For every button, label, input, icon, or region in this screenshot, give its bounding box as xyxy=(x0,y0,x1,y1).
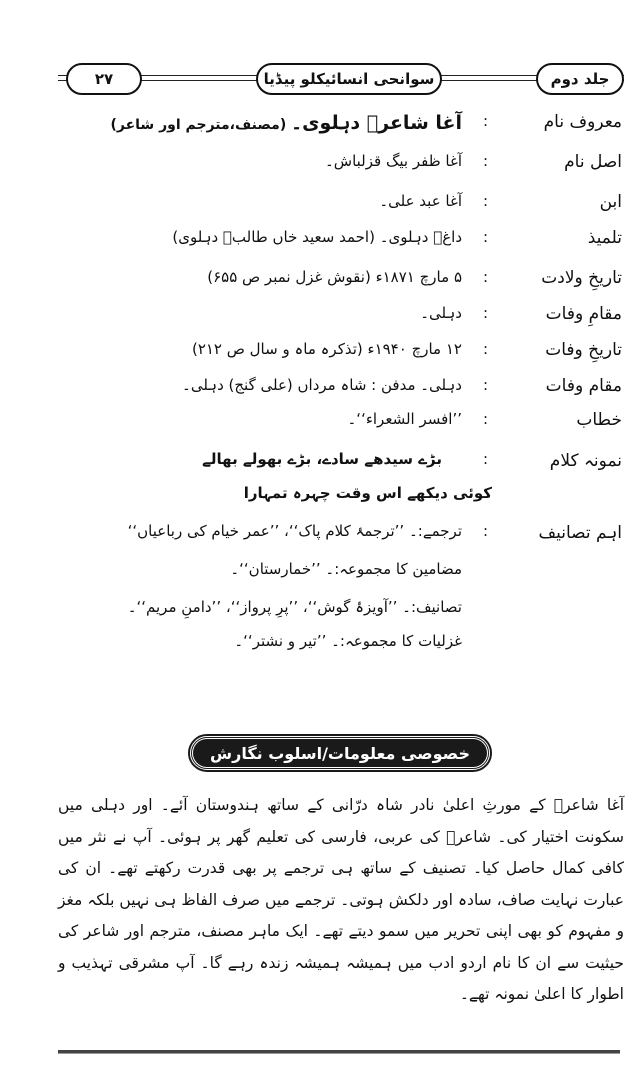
verse-line: بڑے سیدھے سادے، بڑے بھولے بھالے xyxy=(202,450,442,468)
book-title: سوانحی انسائیکلو پیڈیا xyxy=(256,63,442,95)
entry-label: نمونہ کلام xyxy=(549,451,622,471)
entry-colon: : xyxy=(482,410,488,428)
entry-colon: : xyxy=(482,152,488,170)
entry-value: دہلی۔ مدفن : شاہ مرداں (علی گنج) دہلی۔ xyxy=(182,376,462,394)
entry-label: خطاب xyxy=(576,410,622,430)
entry-label: اہم تصانیف xyxy=(538,523,622,543)
entry-colon: : xyxy=(482,340,488,358)
entry-value: ۵ مارچ ۱۸۷۱ء (نقوش غزل نمبر ص ۶۵۵) xyxy=(207,268,462,286)
entry-colon: : xyxy=(482,450,488,468)
entry-label: مقامِ وفات xyxy=(545,304,622,324)
verse-line: کوئی دیکھے اس وقت چہرہ تمہارا xyxy=(243,484,492,502)
works-line: ترجمے:۔ ’’ترجمۂ کلام پاک‘‘، ’’عمر خیام کی رباعیاں‘‘ xyxy=(127,522,462,540)
entry-label: تلمیذ xyxy=(587,228,622,248)
poet-roles: (مصنف،مترجم اور شاعر) xyxy=(110,117,287,133)
footer-rule xyxy=(58,1050,620,1054)
poet-name: آغا شاعرؔ دہلوی۔ xyxy=(291,112,462,134)
works-line: غزلیات کا مجموعہ:۔ ’’تیر و نشتر‘‘۔ xyxy=(234,632,462,650)
page-header xyxy=(58,58,624,108)
entry-value: آغا عبد علی۔ xyxy=(379,192,462,210)
entry-value xyxy=(62,112,462,134)
entry-colon: : xyxy=(482,112,488,130)
entry-colon: : xyxy=(482,376,488,394)
entry-label: تاریخِ ولادت xyxy=(541,268,622,288)
section-paragraph: آغا شاعرؔ کے مورثِ اعلیٰ نادر شاہ درّانی کے ساتھ ہندوستان آئے۔ اور دہلی میں سکونت اختیار کی۔ شاعرؔ کی عربی، فارسی کی تعلیم گھر پر ہوئی۔ آپ نے نثر میں کافی کمال حاصل کیا۔ تصنیف کے ساتھ ہی ترجمے پر بھی قدرت رکھتے تھے۔ ان کی عبارت نہایت صاف، سادہ اور دلکش ہوتی۔ ترجمے میں صرف الفاظ ہی نہیں بلکہ مغز و مفہوم کو بھی اپنی تحریر میں سمو دیتے تھے۔ ایک ماہر مصنف، مترجم اور شاعر کی حیثیت سے ان کا نام اردو ادب میں ہمیشہ ہمیشہ زندہ رہے گا۔ آپ مشرقی تہذیب و اطوار کا اعلیٰ نمونہ تھے۔ xyxy=(58,796,624,1003)
works-line: تصانیف:۔ ’’آویزۂ گوش‘‘، ’’پرِ پرواز‘‘، ’’دامنِ مریم‘‘۔ xyxy=(127,598,462,616)
entry-value: آغا ظفر بیگ قزلباش۔ xyxy=(324,152,462,170)
page-number: ۲۷ xyxy=(66,63,142,95)
entry-label: تاریخِ وفات xyxy=(545,340,622,360)
works-line: مضامین کا مجموعہ:۔ ’’خمارستان‘‘۔ xyxy=(230,560,462,578)
entry-label: ابن xyxy=(599,192,622,212)
entry-value: ’’افسر الشعراء‘‘۔ xyxy=(347,410,462,428)
entry-colon: : xyxy=(482,192,488,210)
entry-value: ۱۲ مارچ ۱۹۴۰ء (تذکرہ ماہ و سال ص ۲۱۲) xyxy=(191,340,462,358)
entry-label: مقام وفات xyxy=(545,376,622,396)
entry-colon: : xyxy=(482,522,488,540)
section-banner: خصوصی معلومات/اسلوب نگارش xyxy=(190,736,490,770)
entry-label: اصل نام xyxy=(564,152,622,172)
entry-label: معروف نام xyxy=(543,112,622,132)
entry-colon: : xyxy=(482,268,488,286)
entry-colon: : xyxy=(482,228,488,246)
entry-colon: : xyxy=(482,304,488,322)
entry-value: دہلی۔ xyxy=(420,304,462,322)
entry-value: داغؔ دہلوی۔ (احمد سعید خاں طالبؔ دہلوی) xyxy=(172,228,462,246)
volume-label: جلد دوم xyxy=(536,63,624,95)
